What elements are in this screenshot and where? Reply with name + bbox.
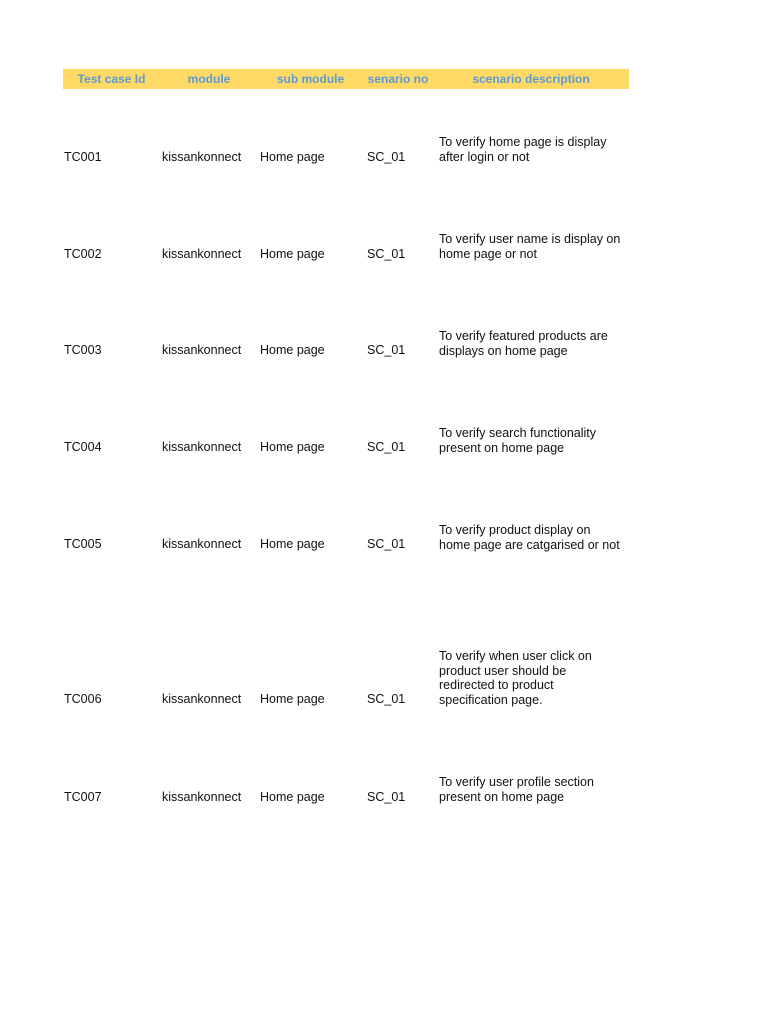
cell-module: kissankonnect bbox=[162, 537, 242, 551]
cell-test-case-id: TC005 bbox=[64, 537, 102, 551]
cell-module: kissankonnect bbox=[162, 790, 242, 804]
cell-module: kissankonnect bbox=[162, 150, 242, 164]
header-scenario-no: senario no bbox=[367, 72, 429, 86]
cell-scenario-no: SC_01 bbox=[367, 692, 406, 706]
cell-scenario-description: To verify user name is display on home page or not bbox=[439, 232, 621, 261]
header-sub-module: sub module bbox=[276, 72, 345, 86]
header-module: module bbox=[187, 72, 231, 86]
cell-scenario-no: SC_01 bbox=[367, 150, 406, 164]
cell-module: kissankonnect bbox=[162, 343, 242, 357]
cell-scenario-no: SC_01 bbox=[367, 790, 406, 804]
cell-sub-module: Home page bbox=[260, 150, 325, 164]
cell-scenario-description: To verify featured products are displays on home page bbox=[439, 329, 608, 358]
cell-test-case-id: TC001 bbox=[64, 150, 102, 164]
cell-test-case-id: TC004 bbox=[64, 440, 102, 454]
cell-scenario-no: SC_01 bbox=[367, 343, 406, 357]
cell-sub-module: Home page bbox=[260, 537, 325, 551]
table-header-row bbox=[63, 69, 629, 89]
cell-scenario-description: To verify when user click on product user should be redirected to product specification page. bbox=[439, 649, 592, 707]
cell-sub-module: Home page bbox=[260, 440, 325, 454]
cell-test-case-id: TC002 bbox=[64, 247, 102, 261]
cell-module: kissankonnect bbox=[162, 440, 242, 454]
cell-test-case-id: TC006 bbox=[64, 692, 102, 706]
cell-sub-module: Home page bbox=[260, 790, 325, 804]
cell-scenario-description: To verify search functionality present on home page bbox=[439, 426, 597, 455]
cell-scenario-no: SC_01 bbox=[367, 247, 406, 261]
cell-sub-module: Home page bbox=[260, 247, 325, 261]
cell-sub-module: Home page bbox=[260, 343, 325, 357]
header-test-case-id: Test case Id bbox=[77, 72, 146, 86]
cell-test-case-id: TC007 bbox=[64, 790, 102, 804]
cell-scenario-description: To verify user profile section present on home page bbox=[439, 775, 594, 804]
cell-scenario-description: To verify home page is display after login or not bbox=[439, 135, 607, 164]
cell-test-case-id: TC003 bbox=[64, 343, 102, 357]
cell-scenario-description: To verify product display on home page are catgarised or not bbox=[439, 523, 620, 552]
cell-sub-module: Home page bbox=[260, 692, 325, 706]
cell-module: kissankonnect bbox=[162, 692, 242, 706]
cell-scenario-no: SC_01 bbox=[367, 537, 406, 551]
cell-scenario-no: SC_01 bbox=[367, 440, 406, 454]
header-scenario-description: scenario description bbox=[472, 72, 590, 86]
cell-module: kissankonnect bbox=[162, 247, 242, 261]
